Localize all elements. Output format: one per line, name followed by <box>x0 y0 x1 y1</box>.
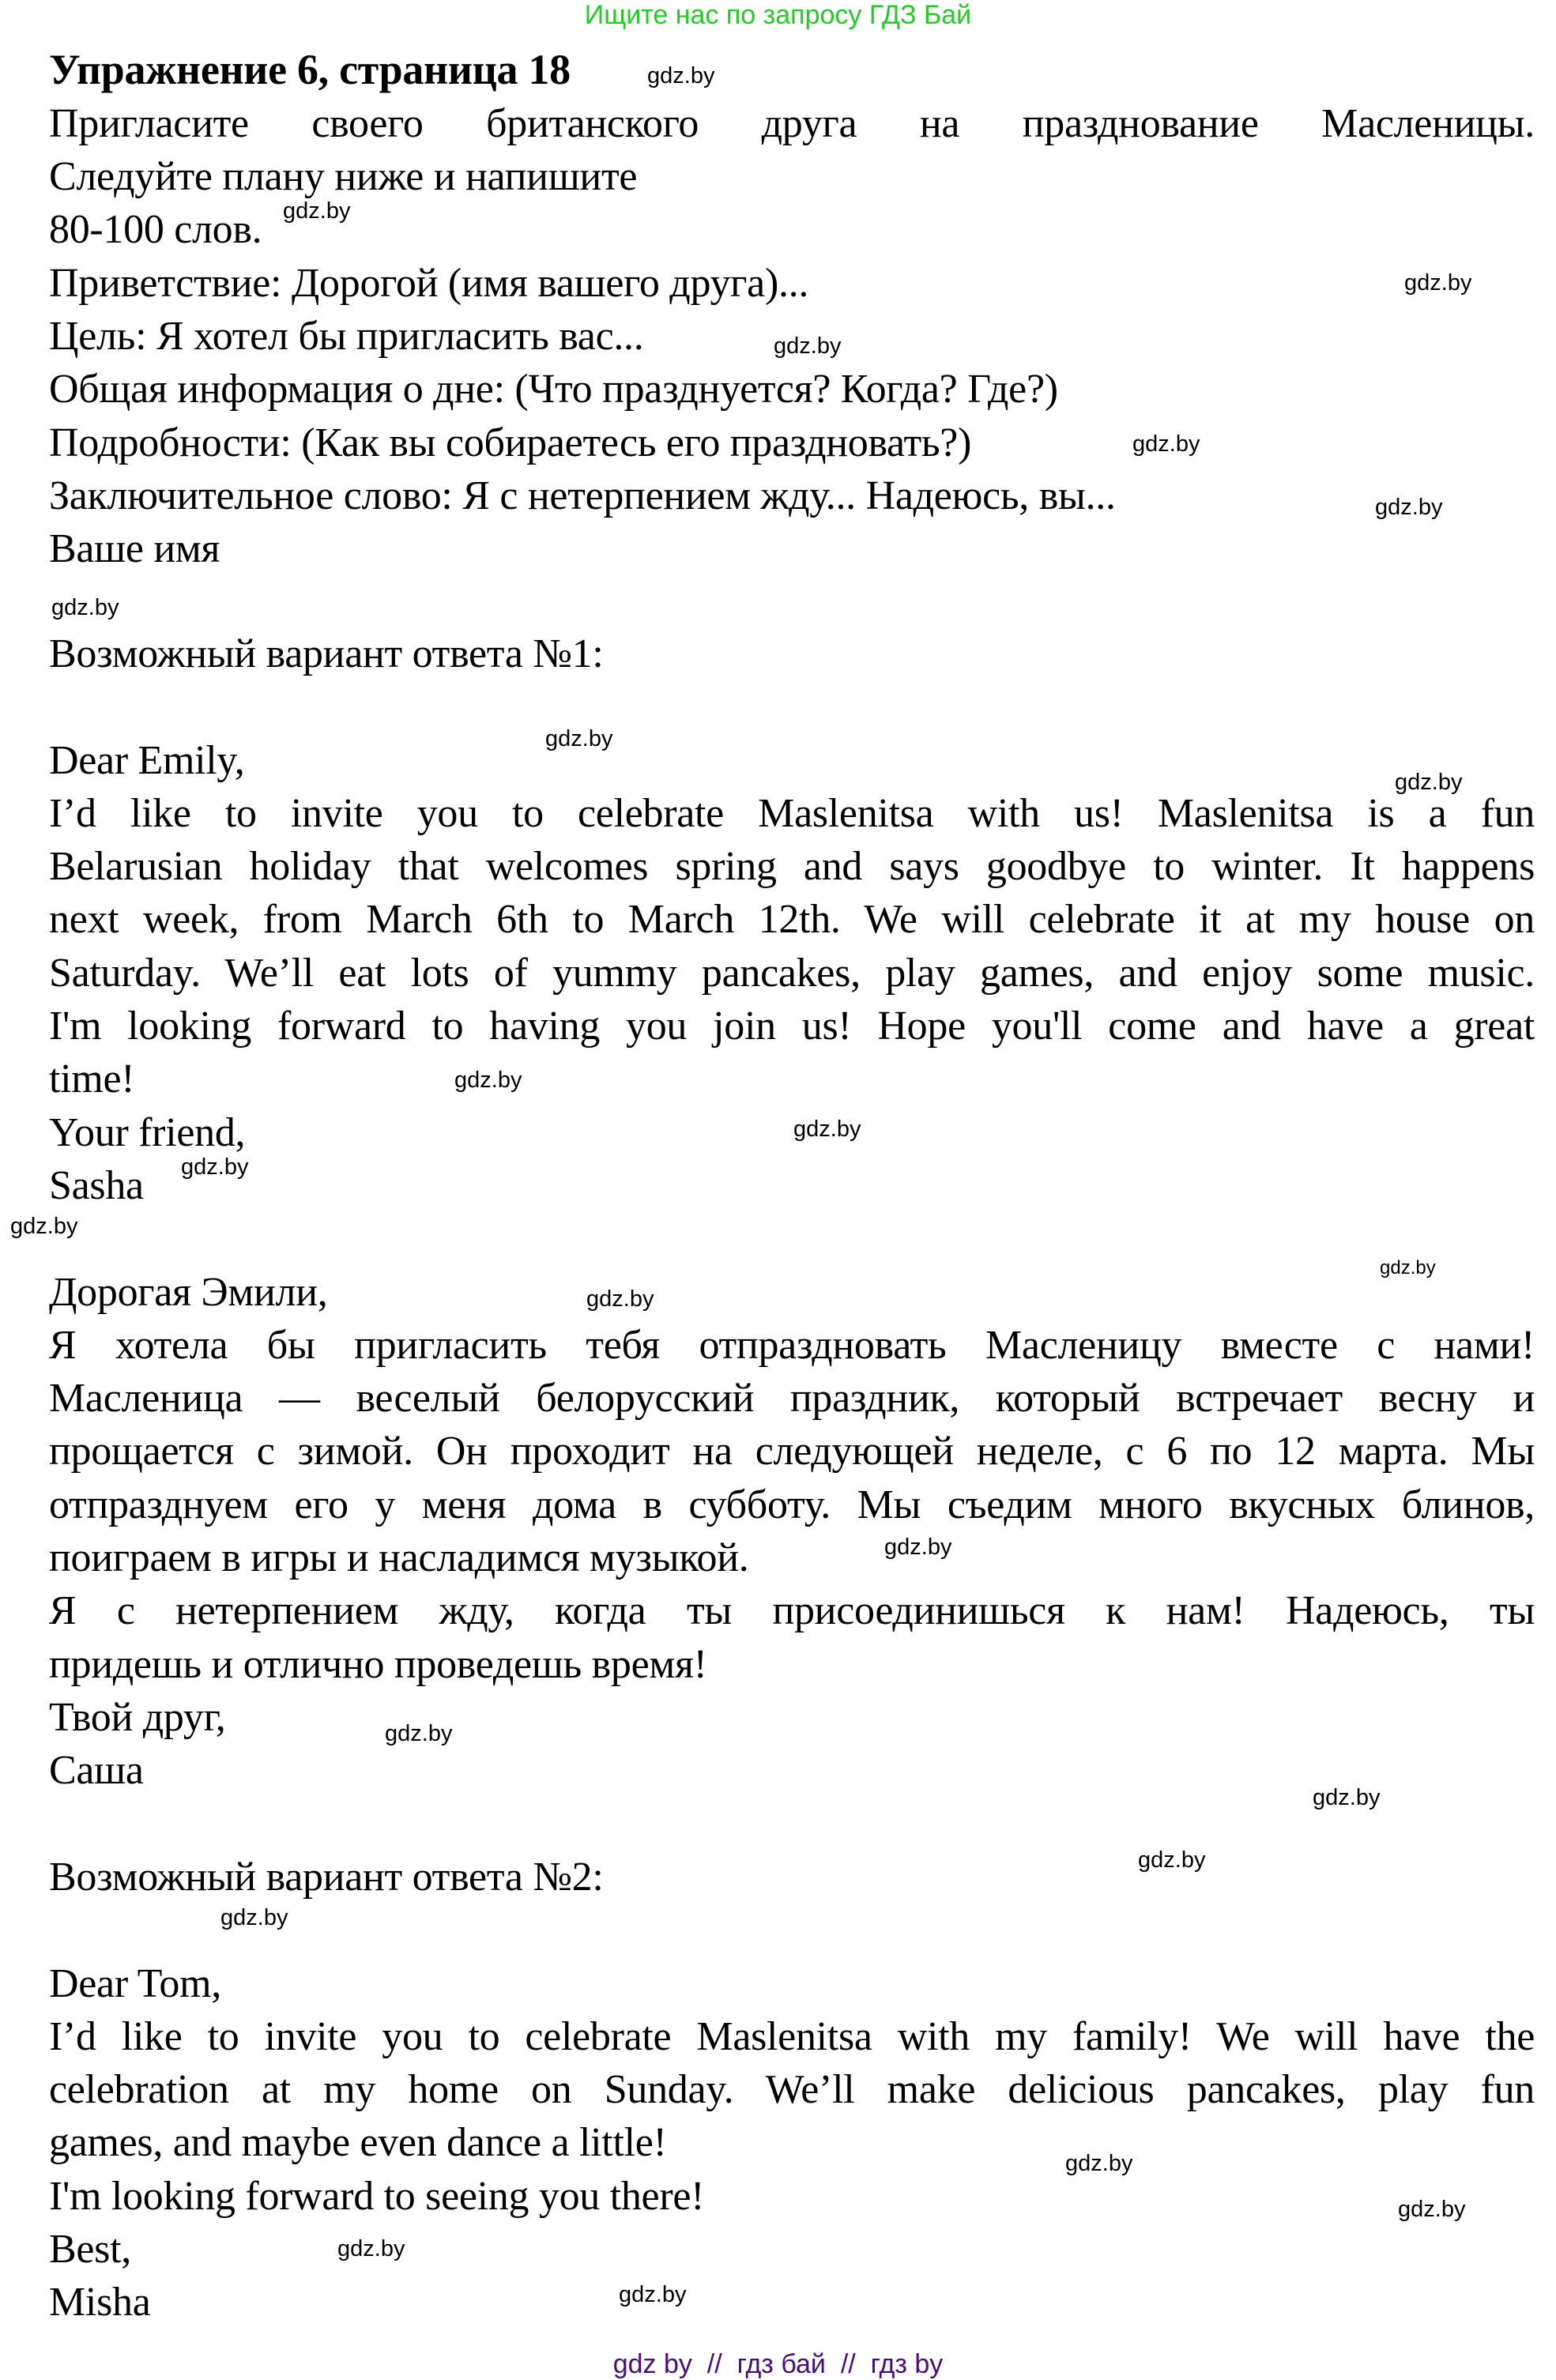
letter-line: Дорогая Эмили, <box>49 1270 328 1315</box>
task-line: Приветствие: Дорогой (имя вашего друга)... <box>49 261 809 306</box>
letter-line: Misha <box>49 2280 151 2325</box>
letter-line: отпразднуем его у меня дома в субботу. Мы съедим много вкусных блинов, <box>49 1482 1535 1527</box>
watermark: gdz.by <box>385 1721 453 1746</box>
letter-line: Dear Emily, <box>49 738 245 783</box>
letter-line: придешь и отлично проведешь время! <box>49 1642 707 1687</box>
watermark: gdz.by <box>181 1154 249 1180</box>
letter-line: next week, from March 6th to March 12th. We will celebrate it at my house on <box>49 897 1535 942</box>
letter-line: I’d like to invite you to celebrate Maslenitsa with us! Maslenitsa is a fun <box>49 791 1535 836</box>
watermark: gdz.by <box>283 198 351 224</box>
watermark: gdz.by <box>1395 770 1463 795</box>
watermark: gdz.by <box>586 1286 654 1312</box>
watermark: gdz.by <box>1404 270 1472 296</box>
letter-line: Best, <box>49 2227 131 2272</box>
watermark: gdz.by <box>51 595 119 620</box>
letter-line: celebration at my home on Sunday. We’ll make delicious pancakes, play fun <box>49 2067 1535 2112</box>
letter-line: Sasha <box>49 1163 144 1208</box>
letter-line: поиграем в игры и насладимся музыкой. <box>49 1535 749 1580</box>
watermark: gdz.by <box>884 1535 952 1560</box>
watermark: gdz.by <box>1138 1847 1206 1873</box>
watermark: gdz.by <box>1313 1785 1381 1810</box>
task-line: Подробности: (Как вы собираетесь его праздновать?) <box>49 420 972 465</box>
task-line: Следуйте плану ниже и напишите <box>49 154 638 199</box>
answer2-heading: Возможный вариант ответа №2: <box>49 1855 604 1900</box>
task-line: Пригласите своего британского друга на празднование Масленицы. <box>49 101 1535 146</box>
task-line: Заключительное слово: Я с нетерпением жду... Надеюсь, вы... <box>49 473 1116 518</box>
letter-line: games, and maybe even dance a little! <box>49 2120 667 2165</box>
watermark: gdz.by <box>793 1117 861 1142</box>
letter-line: Я с нетерпением жду, когда ты присоединишься к нам! Надеюсь, ты <box>49 1588 1535 1633</box>
letter-line: Твой друг, <box>49 1695 226 1740</box>
watermark: gdz.by <box>647 63 715 88</box>
footer-links[interactable]: gdz by // гдз бай // гдз by <box>612 2349 944 2379</box>
task-line: Общая информация о дне: (Что празднуется? Когда? Где?) <box>49 367 1058 412</box>
letter-line: Масленица — веселый белорусский праздник, который встречает весну и <box>49 1376 1535 1421</box>
task-line: Ваше имя <box>49 526 220 571</box>
letter-line: Saturday. We’ll eat lots of yummy pancakes, play games, and enjoy some music. <box>49 951 1535 996</box>
search-banner[interactable]: Ищите нас по запросу ГДЗ Бай <box>584 0 972 30</box>
letter-line: Belarusian holiday that welcomes spring and says goodbye to winter. It happens <box>49 844 1535 889</box>
watermark: gdz.by <box>545 726 613 751</box>
answer1-heading: Возможный вариант ответа №1: <box>49 631 604 676</box>
watermark: gdz.by <box>619 2282 687 2307</box>
letter-line: прощается с зимой. Он проходит на следующей неделе, с 6 по 12 марта. Мы <box>49 1429 1535 1474</box>
letter-line: time! <box>49 1056 135 1102</box>
letter-line: Dear Tom, <box>49 1961 221 2006</box>
watermark: gdz.by <box>220 1905 288 1930</box>
task-line: Цель: Я хотел бы пригласить вас... <box>49 314 644 359</box>
watermark: gdz.by <box>774 333 842 359</box>
watermark: gdz.by <box>1065 2151 1133 2176</box>
watermark: gdz.by <box>454 1068 522 1093</box>
letter-line: I’d like to invite you to celebrate Maslenitsa with my family! We will have the <box>49 2014 1535 2059</box>
letter-line: Your friend, <box>49 1110 246 1155</box>
watermark: gdz.by <box>1398 2197 1466 2222</box>
watermark: gdz.by <box>1132 431 1200 457</box>
letter-line: Я хотела бы пригласить тебя отпраздновать Масленицу вместе с нами! <box>49 1323 1535 1368</box>
task-line: 80-100 слов. <box>49 207 262 252</box>
letter-line: Саша <box>49 1748 144 1793</box>
exercise-title: Упражнение 6, страница 18 <box>49 46 571 93</box>
watermark: gdz.by <box>1380 1257 1436 1278</box>
letter-line: I'm looking forward to seeing you there! <box>49 2174 705 2219</box>
letter-line: I'm looking forward to having you join us! Hope you'll come and have a great <box>49 1004 1535 1049</box>
watermark: gdz.by <box>10 1214 78 1239</box>
watermark: gdz.by <box>337 2236 405 2261</box>
watermark: gdz.by <box>1375 495 1443 520</box>
